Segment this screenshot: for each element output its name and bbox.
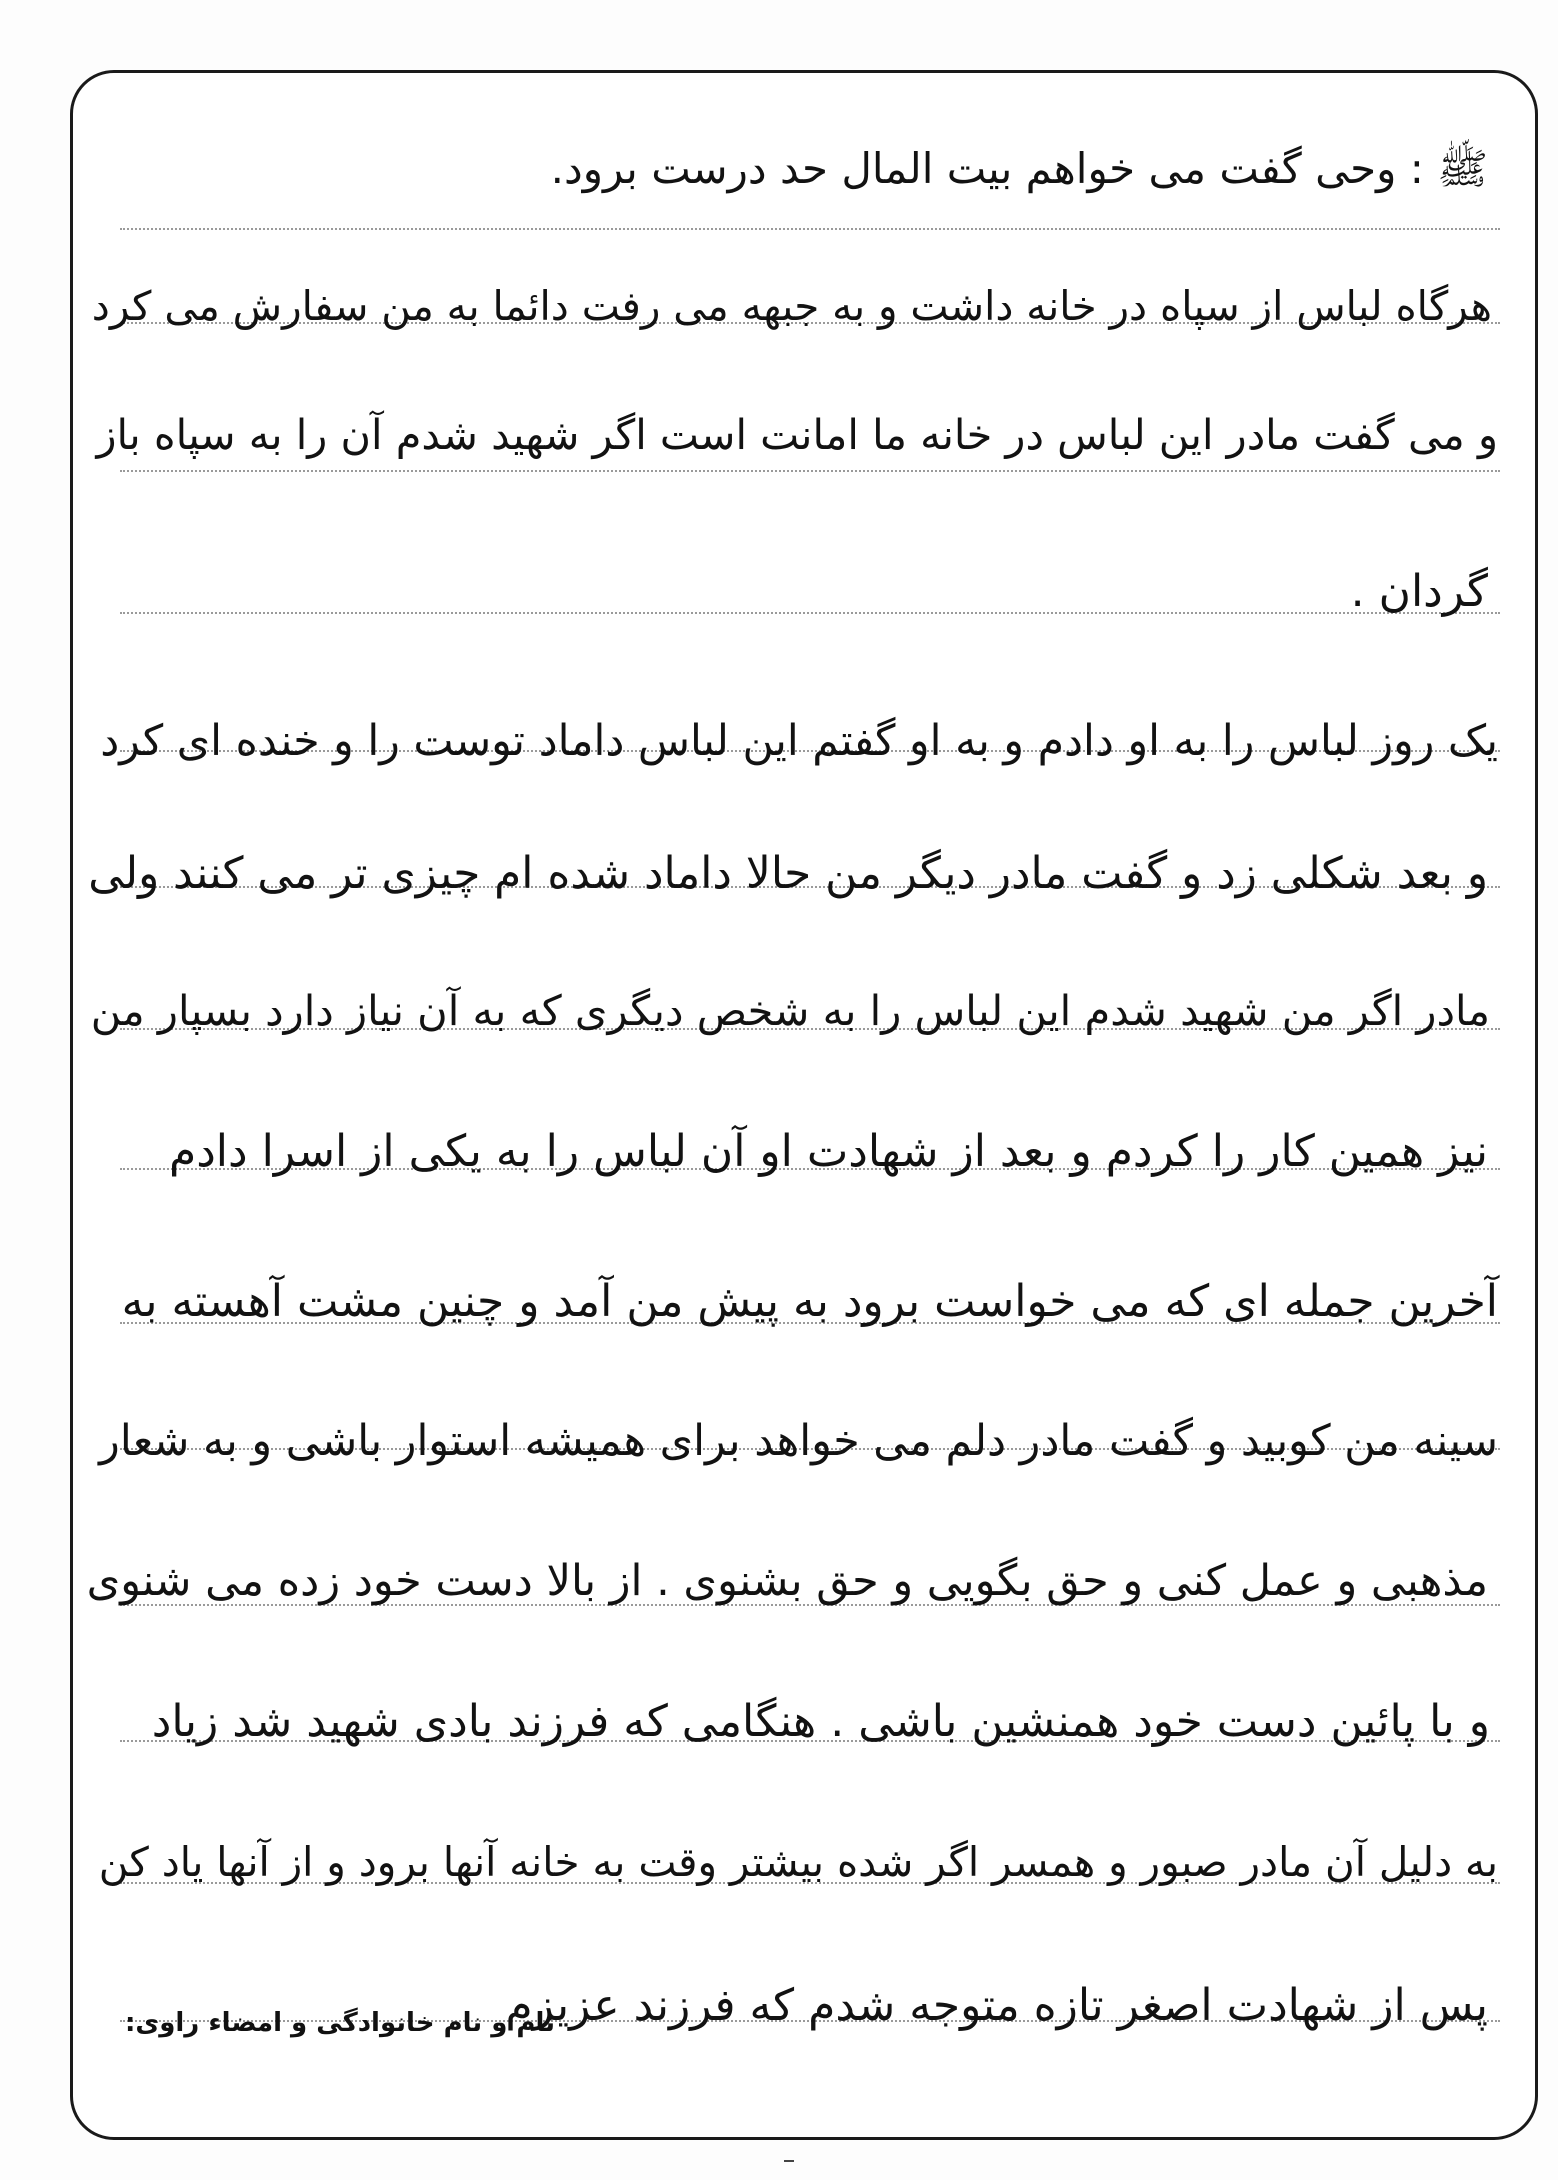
ruled-line	[120, 228, 1500, 230]
handwritten-line-1: ﷺ : وحی گفت می خواهم بیت المال حد درست برود.	[550, 144, 1488, 193]
scan-artifact-mark	[784, 2160, 794, 2168]
handwritten-line-6: و بعد شکلی زد و گفت مادر دیگر من حالا داماد شده ام چیزی تر می کنند ولی	[88, 848, 1488, 899]
handwritten-line-2: هرگاه لباس از سپاه در خانه داشت و به جبهه می رفت دائما به من سفارش می کرد	[91, 282, 1492, 330]
ruled-line	[120, 612, 1500, 614]
handwritten-line-8: نیز همین کار را کردم و بعد از شهادت او آن لباس را به یکی از اسرا دادم	[168, 1126, 1488, 1177]
handwritten-line-3: و می گفت مادر این لباس در خانه ما امانت است اگر شهید شدم آن را به سپاه باز	[96, 410, 1498, 459]
handwritten-line-5: یک روز لباس را به او دادم و به او گفتم این لباس داماد توست را و خنده ای کرد	[100, 716, 1498, 766]
handwritten-line-10: سینه من کوبید و گفت مادر دلم می خواهد برای همیشه استوار باشی و به شعار	[99, 1416, 1498, 1466]
ruled-line	[120, 470, 1500, 472]
handwritten-line-4: گردان .	[1350, 566, 1488, 617]
handwritten-line-12: و با پائین دست خود همنشین باشی . هنگامی که فرزند بادی شهید شد زیاد	[151, 1696, 1490, 1747]
handwritten-line-14: پس از شهادت اصغر تازه متوجه شدم که فرزند عزیزم	[505, 1980, 1488, 2031]
narrator-signature-label: نام و نام خانوادگی و امضاء راوی:	[125, 2008, 555, 2038]
form-frame	[70, 70, 1538, 2140]
handwritten-line-11: مذهبی و عمل کنی و حق بگویی و حق بشنوی . از بالا دست خود زده می شنوی	[86, 1556, 1488, 1606]
handwritten-line-9: آخرین جمله ای که می خواست برود به پیش من آمد و چنین مشت آهسته به	[121, 1276, 1498, 1327]
handwritten-line-13: به دلیل آن مادر صبور و همسر اگر شده بیشتر وقت به خانه آنها برود و از آنها یاد کن	[98, 1838, 1498, 1886]
handwritten-line-7: مادر اگر من شهید شدم این لباس را به شخص دیگری که به آن نیاز دارد بسپار من	[90, 986, 1490, 1035]
